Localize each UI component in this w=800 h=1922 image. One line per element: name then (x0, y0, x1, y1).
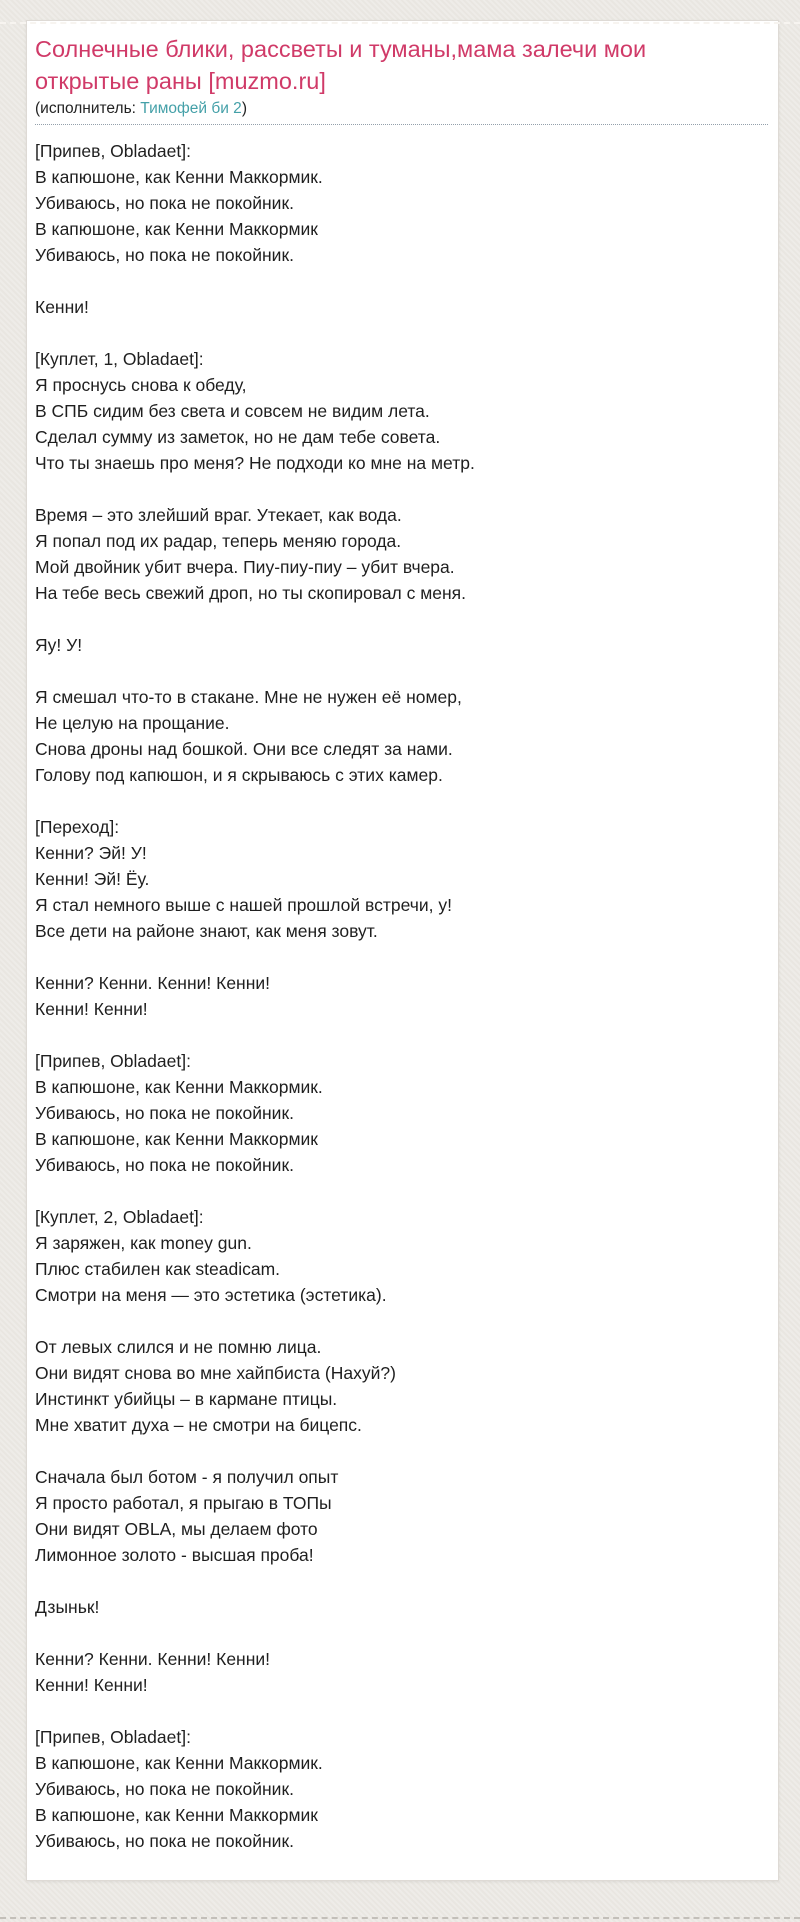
stanza (35, 632, 768, 658)
lyric-line: Кенни! Кенни! (35, 999, 148, 1019)
page-bottom-dashed-line (0, 1917, 800, 1919)
stanza (35, 1594, 768, 1620)
lyric-line: Лимонное золото - высшая проба! (35, 1545, 314, 1565)
artist-label: (исполнитель: (35, 100, 141, 117)
lyric-line: Они видят снова во мне хайпбиста (Нахуй?) (35, 1363, 396, 1383)
lyric-line: Яу! У! (35, 635, 83, 655)
lyric-line: [Припев, Obladaet]: (35, 141, 191, 161)
lyric-line: [Куплет, 1, Obladaet]: (35, 349, 204, 369)
lyric-line: Кенни? Эй! У! (35, 843, 147, 863)
stanza (35, 138, 768, 268)
lyric-line: Голову под капюшон, и я скрываюсь с этих камер. (35, 765, 443, 785)
lyric-line: Кенни? Кенни. Кенни! Кенни! (35, 973, 271, 993)
stanza (35, 814, 768, 944)
lyric-line: Кенни! Эй! Ёу. (35, 869, 150, 889)
lyric-line: [Переход]: (35, 817, 120, 837)
page-top-dashed-line (0, 22, 800, 24)
lyric-line: [Куплет, 2, Obladaet]: (35, 1207, 204, 1227)
lyric-line: Смотри на меня — это эстетика (эстетика). (35, 1285, 387, 1305)
stanza (35, 346, 768, 476)
lyric-line: Время – это злейший враг. Утекает, как вода. (35, 505, 402, 525)
lyric-line: Инстинкт убийцы – в кармане птицы. (35, 1389, 338, 1409)
content-card (26, 20, 779, 1881)
lyric-line: Они видят OBLA, мы делаем фото (35, 1519, 318, 1539)
lyric-line: На тебе весь свежий дроп, но ты скопировал с меня. (35, 583, 467, 603)
stanza (35, 1724, 768, 1854)
lyric-line: Мой двойник убит вчера. Пиу-пиу-пиу – убит вчера. (35, 557, 455, 577)
artist-link[interactable]: Тимофей би 2 (140, 100, 242, 117)
stanza (35, 684, 768, 788)
lyric-line: В капюшоне, как Кенни Маккормик (35, 1129, 318, 1149)
lyric-line: Кенни! Кенни! (35, 1675, 148, 1695)
artist-line (35, 99, 768, 119)
lyric-line: В СПБ сидим без света и совсем не видим лета. (35, 401, 430, 421)
lyric-line: Убиваюсь, но пока не покойник. (35, 1779, 294, 1799)
lyric-line: Сначала был ботом - я получил опыт (35, 1467, 339, 1487)
lyric-line: В капюшоне, как Кенни Маккормик. (35, 167, 323, 187)
lyric-line: Плюс стабилен как steadicam. (35, 1259, 281, 1279)
stanza (35, 1334, 768, 1438)
stanza (35, 502, 768, 606)
lyric-line: Я проснусь снова к обеду, (35, 375, 247, 395)
lyric-line: Я попал под их радар, теперь меняю города. (35, 531, 402, 551)
stanza (35, 1646, 768, 1698)
lyric-line: Убиваюсь, но пока не покойник. (35, 1155, 294, 1175)
lyric-line: Убиваюсь, но пока не покойник. (35, 193, 294, 213)
lyric-line: Снова дроны над бошкой. Они все следят за нами. (35, 739, 453, 759)
lyric-line: Убиваюсь, но пока не покойник. (35, 1103, 294, 1123)
lyric-line: Кенни! (35, 297, 89, 317)
lyric-line: В капюшоне, как Кенни Маккормик (35, 219, 318, 239)
lyric-line: В капюшоне, как Кенни Маккормик (35, 1805, 318, 1825)
stanza (35, 1464, 768, 1568)
stanza (35, 1048, 768, 1178)
stanza (35, 1204, 768, 1308)
page-title: Солнечные блики, рассветы и туманы,мама залечи мои открытые раны [muzmo.ru] (35, 36, 647, 94)
lyric-line: Я просто работал, я прыгаю в ТОПы (35, 1493, 332, 1513)
header-separator (35, 124, 768, 125)
lyric-line: Кенни? Кенни. Кенни! Кенни! (35, 1649, 271, 1669)
lyric-line: Не целую на прощание. (35, 713, 230, 733)
lyric-line: Что ты знаешь про меня? Не подходи ко мне на метр. (35, 453, 475, 473)
lyric-line: Я стал немного выше с нашей прошлой встречи, у! (35, 895, 452, 915)
page-background (0, 20, 800, 1922)
lyric-line: Мне хватит духа – не смотри на бицепс. (35, 1415, 362, 1435)
lyric-line: От левых слился и не помню лица. (35, 1337, 322, 1357)
lyric-line: Я заряжен, как money gun. (35, 1233, 252, 1253)
lyric-line: [Припев, Obladaet]: (35, 1727, 191, 1747)
lyric-line: Убиваюсь, но пока не покойник. (35, 1831, 294, 1851)
lyric-line: В капюшоне, как Кенни Маккормик. (35, 1077, 323, 1097)
stanza (35, 970, 768, 1022)
lyric-line: В капюшоне, как Кенни Маккормик. (35, 1753, 323, 1773)
lyric-line: Убиваюсь, но пока не покойник. (35, 245, 294, 265)
lyric-line: Сделал сумму из заметок, но не дам тебе совета. (35, 427, 441, 447)
stanza (35, 294, 768, 320)
lyrics (35, 138, 768, 1854)
lyric-line: Все дети на районе знают, как меня зовут. (35, 921, 378, 941)
lyric-line: Я смешал что-то в стакане. Мне не нужен её номер, (35, 687, 462, 707)
lyric-line: Дзыньк! (35, 1597, 100, 1617)
lyric-line: [Припев, Obladaet]: (35, 1051, 191, 1071)
artist-label-close-paren: ) (241, 100, 247, 117)
